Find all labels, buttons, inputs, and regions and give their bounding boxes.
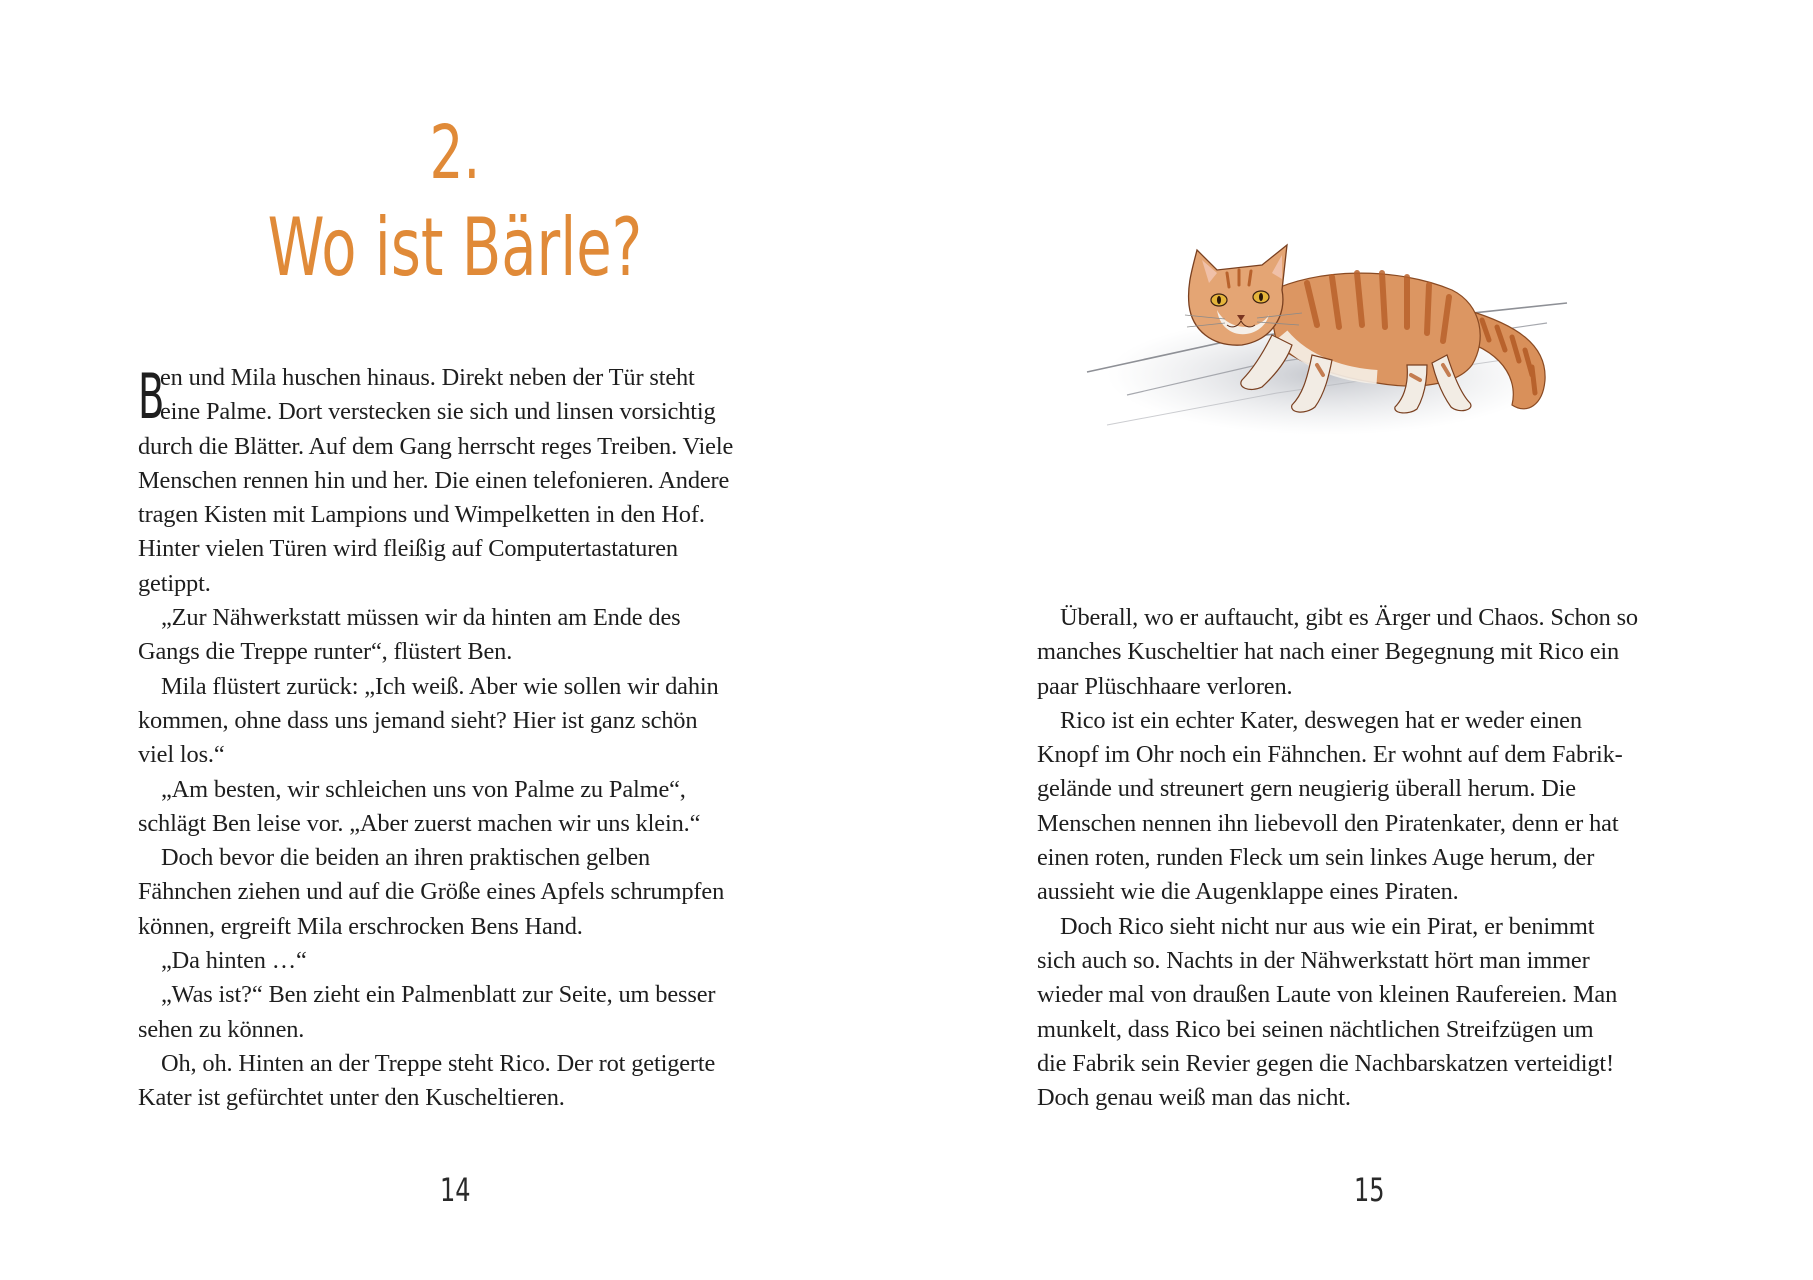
- text-line: tragen Kisten mit Lampions und Wimpelketten in den Hof.: [138, 501, 705, 529]
- text-line: Doch Rico sieht nicht nur aus wie ein Pirat, er benimmt: [1060, 912, 1595, 940]
- text-line: Hinter vielen Türen wird fleißig auf Computertastaturen: [138, 535, 678, 563]
- text-line: „Zur Nähwerkstatt müssen wir da hinten am Ende des: [161, 604, 681, 632]
- page-number-left: 14: [440, 1171, 471, 1209]
- text-line: wieder mal von draußen Laute von kleinen Raufereien. Man: [1037, 981, 1618, 1009]
- text-line: Knopf im Ohr noch ein Fähnchen. Er wohnt auf dem Fabrik-: [1037, 741, 1623, 769]
- left-body-text: [138, 361, 838, 1116]
- right-body-text: [1037, 601, 1737, 1115]
- text-line: durch die Blätter. Auf dem Gang herrscht reges Treiben. Viele: [138, 432, 734, 460]
- text-line: en und Mila huschen hinaus. Direkt neben der Tür steht: [160, 364, 695, 391]
- text-line: Oh, oh. Hinten an der Treppe steht Rico. Der rot getigerte: [161, 1049, 716, 1077]
- text-line: einen roten, runden Fleck um sein linkes Auge herum, der: [1037, 844, 1595, 872]
- text-line: Überall, wo er auftaucht, gibt es Ärger und Chaos. Schon so: [1060, 604, 1638, 631]
- text-line: „Da hinten …“: [161, 947, 307, 975]
- text-line: kommen, ohne dass uns jemand sieht? Hier ist ganz schön: [138, 706, 698, 734]
- right-page: [907, 0, 1813, 1280]
- text-line: munkelt, dass Rico bei seinen nächtlichen Streifzügen um: [1037, 1015, 1594, 1043]
- text-line: Rico ist ein echter Kater, deswegen hat er weder einen: [1060, 706, 1582, 734]
- text-line: Gangs die Treppe runter“, flüstert Ben.: [138, 638, 513, 666]
- page-number-right: 15: [1354, 1171, 1385, 1209]
- text-line: können, ergreift Mila erschrocken Bens Hand.: [138, 912, 583, 940]
- text-line: eine Palme. Dort verstecken sie sich und linsen vorsichtig: [160, 398, 716, 426]
- text-line: manches Kuscheltier hat nach einer Begegnung mit Rico ein: [1037, 638, 1620, 666]
- text-line: Doch genau weiß man das nicht.: [1037, 1084, 1351, 1112]
- text-line: Menschen rennen hin und her. Die einen telefonieren. Andere: [138, 466, 730, 494]
- left-page: [0, 0, 906, 1280]
- text-line: sehen zu können.: [138, 1015, 305, 1043]
- text-line: sich auch so. Nachts in der Nähwerkstatt hört man immer: [1037, 946, 1590, 974]
- text-line: Menschen nennen ihn liebevoll den Piratenkater, denn er hat: [1037, 809, 1619, 837]
- cat-illustration: [1077, 215, 1577, 475]
- text-line: getippt.: [138, 569, 211, 597]
- text-line: die Fabrik sein Revier gegen die Nachbarskatzen verteidigt!: [1037, 1049, 1614, 1077]
- text-line: „Am besten, wir schleichen uns von Palme zu Palme“,: [161, 775, 686, 803]
- text-line: Doch bevor die beiden an ihren praktischen gelben: [161, 844, 651, 872]
- chapter-title: Wo ist Bärle?: [267, 201, 643, 294]
- drop-cap: B: [138, 360, 165, 433]
- text-line: paar Plüschhaare verloren.: [1037, 672, 1293, 700]
- text-line: aussieht wie die Augenklappe eines Piraten.: [1037, 878, 1459, 906]
- text-line: Fähnchen ziehen und auf die Größe eines Apfels schrumpfen: [138, 878, 725, 906]
- text-line: „Was ist?“ Ben zieht ein Palmenblatt zur Seite, um besser: [161, 981, 716, 1009]
- chapter-number: 2.: [429, 110, 481, 196]
- text-line: Mila flüstert zurück: „Ich weiß. Aber wie sollen wir dahin: [161, 672, 719, 700]
- text-line: schlägt Ben leise vor. „Aber zuerst machen wir uns klein.“: [138, 809, 701, 837]
- text-line: Kater ist gefürchtet unter den Kuscheltieren.: [138, 1084, 565, 1112]
- text-line: gelände und streunert gern neugierig überall herum. Die: [1037, 775, 1576, 803]
- text-line: viel los.“: [138, 741, 225, 769]
